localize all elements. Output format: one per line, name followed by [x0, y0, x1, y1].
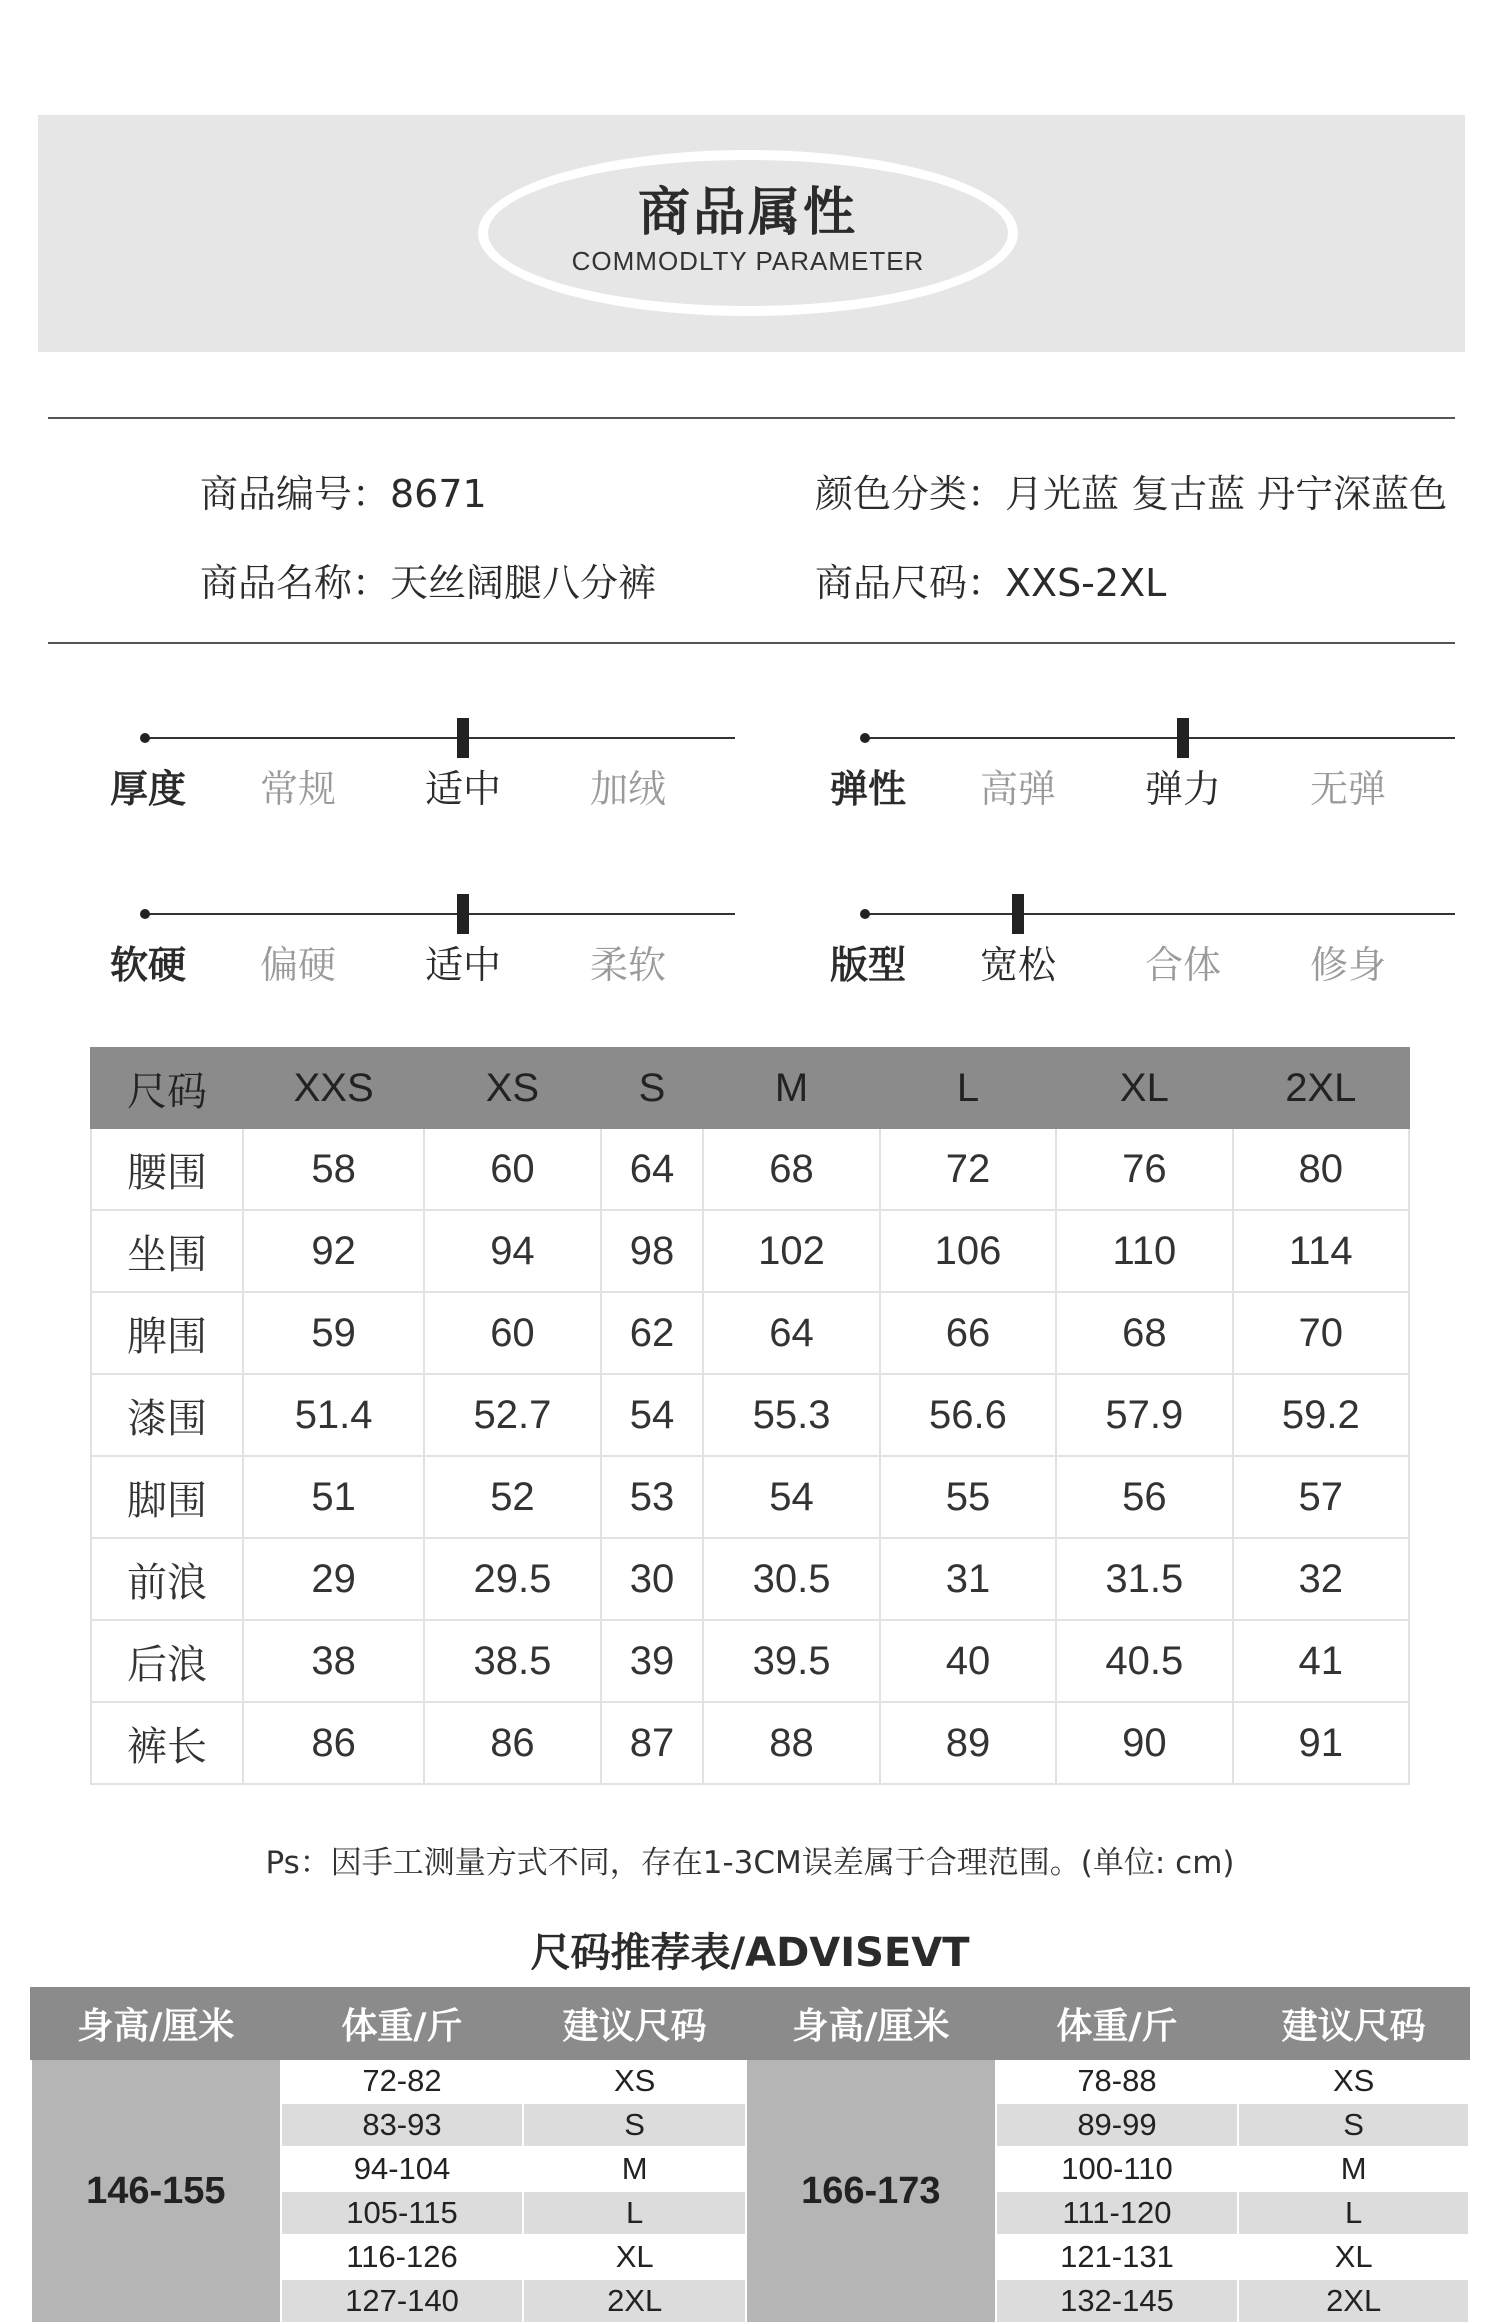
measure-value: 91 — [1233, 1702, 1409, 1784]
scale-indicator — [457, 718, 469, 758]
measure-value: 39 — [601, 1620, 704, 1702]
measure-value: 86 — [424, 1702, 600, 1784]
measure-value: 54 — [601, 1374, 704, 1456]
size-chart-header — [91, 1048, 1409, 1128]
recommend-header — [31, 1988, 1469, 2059]
scale-title: 厚度 — [110, 767, 187, 811]
banner-title: 商品属性 — [637, 183, 858, 243]
divider-top — [48, 417, 1455, 419]
size-header-cell: XS — [424, 1048, 600, 1128]
scale-indicator — [457, 894, 469, 934]
table-row — [91, 1620, 1409, 1702]
measure-value: 56.6 — [880, 1374, 1056, 1456]
measure-label: 后浪 — [91, 1620, 243, 1702]
measure-value: 38.5 — [424, 1620, 600, 1702]
scale-option: 弹力 — [1145, 767, 1222, 811]
scale-option: 常规 — [260, 767, 337, 811]
measure-value: 41 — [1233, 1620, 1409, 1702]
measure-value: 57.9 — [1056, 1374, 1232, 1456]
measure-label: 脚围 — [91, 1456, 243, 1538]
measure-value: 88 — [703, 1702, 879, 1784]
scale-line — [865, 913, 1455, 915]
measure-value: 94 — [424, 1210, 600, 1292]
product-colors: 颜色分类：月光蓝 复古蓝 丹宁深蓝色 — [815, 472, 1448, 516]
measure-value: 92 — [243, 1210, 424, 1292]
size-header-cell: XXS — [243, 1048, 424, 1128]
weight-range: 132-145 — [996, 2279, 1239, 2323]
scale-title: 弹性 — [830, 767, 907, 811]
measure-value: 90 — [1056, 1702, 1232, 1784]
height-range: 166-173 — [746, 2059, 996, 2323]
measure-value: 106 — [880, 1210, 1056, 1292]
measure-value: 70 — [1233, 1292, 1409, 1374]
size-chart-table — [90, 1047, 1410, 1785]
measure-value: 54 — [703, 1456, 879, 1538]
measure-value: 40 — [880, 1620, 1056, 1702]
recommend-row — [31, 2059, 1469, 2103]
suggested-size: 2XL — [523, 2279, 746, 2323]
measure-value: 29.5 — [424, 1538, 600, 1620]
measure-value: 59.2 — [1233, 1374, 1409, 1456]
size-recommend-table — [30, 1987, 1470, 2324]
recommend-header-cell: 身高/厘米 — [31, 1988, 281, 2059]
recommend-title: 尺码推荐表/ADVISEVT — [530, 1930, 970, 1976]
scale-option: 合体 — [1145, 943, 1222, 987]
measure-value: 40.5 — [1056, 1620, 1232, 1702]
suggested-size: XS — [1238, 2059, 1469, 2103]
measure-value: 51 — [243, 1456, 424, 1538]
scale-line — [145, 737, 735, 739]
weight-range: 78-88 — [996, 2059, 1239, 2103]
scale-option: 柔软 — [590, 943, 667, 987]
measure-value: 53 — [601, 1456, 704, 1538]
divider-bottom — [48, 642, 1455, 644]
weight-range: 94-104 — [281, 2147, 524, 2191]
measure-label: 腰围 — [91, 1128, 243, 1210]
measure-value: 59 — [243, 1292, 424, 1374]
scale-option: 宽松 — [980, 943, 1057, 987]
size-header-cell: L — [880, 1048, 1056, 1128]
size-header-label: 尺码 — [91, 1048, 243, 1128]
measure-value: 29 — [243, 1538, 424, 1620]
measure-value: 80 — [1233, 1128, 1409, 1210]
scale-start-dot — [140, 909, 150, 919]
table-row — [91, 1702, 1409, 1784]
suggested-size: XS — [523, 2059, 746, 2103]
measure-value: 32 — [1233, 1538, 1409, 1620]
measure-value: 31 — [880, 1538, 1056, 1620]
measure-value: 58 — [243, 1128, 424, 1210]
table-row — [91, 1210, 1409, 1292]
banner-subtitle: COMMODLTY PARAMETER — [571, 246, 925, 276]
recommend-header-cell: 建议尺码 — [1238, 1988, 1469, 2059]
measure-value: 51.4 — [243, 1374, 424, 1456]
measure-label: 坐围 — [91, 1210, 243, 1292]
suggested-size: S — [1238, 2103, 1469, 2147]
measure-value: 55.3 — [703, 1374, 879, 1456]
measure-value: 62 — [601, 1292, 704, 1374]
measure-value: 56 — [1056, 1456, 1232, 1538]
suggested-size: S — [523, 2103, 746, 2147]
measure-value: 114 — [1233, 1210, 1409, 1292]
measurement-note: Ps：因手工测量方式不同，存在1-3CM误差属于合理范围。(单位: cm) — [265, 1845, 1235, 1881]
weight-range: 72-82 — [281, 2059, 524, 2103]
weight-range: 105-115 — [281, 2191, 524, 2235]
scale-option: 偏硬 — [260, 943, 337, 987]
measure-value: 89 — [880, 1702, 1056, 1784]
product-sizes: 商品尺码：XXS-2XL — [815, 561, 1167, 605]
measure-value: 55 — [880, 1456, 1056, 1538]
recommend-header-cell: 建议尺码 — [523, 1988, 746, 2059]
scale-indicator — [1012, 894, 1024, 934]
measure-label: 脾围 — [91, 1292, 243, 1374]
weight-range: 121-131 — [996, 2235, 1239, 2279]
measure-label: 前浪 — [91, 1538, 243, 1620]
scale-start-dot — [140, 733, 150, 743]
recommend-header-cell: 体重/斤 — [281, 1988, 524, 2059]
table-row — [91, 1128, 1409, 1210]
weight-range: 111-120 — [996, 2191, 1239, 2235]
scale-start-dot — [860, 733, 870, 743]
product-name: 商品名称：天丝阔腿八分裤 — [200, 561, 657, 605]
suggested-size: M — [1238, 2147, 1469, 2191]
product-code: 商品编号：8671 — [200, 472, 487, 516]
suggested-size: XL — [1238, 2235, 1469, 2279]
suggested-size: XL — [523, 2235, 746, 2279]
size-header-cell: M — [703, 1048, 879, 1128]
measure-label: 裤长 — [91, 1702, 243, 1784]
measure-value: 72 — [880, 1128, 1056, 1210]
measure-value: 102 — [703, 1210, 879, 1292]
measure-value: 60 — [424, 1128, 600, 1210]
measure-value: 66 — [880, 1292, 1056, 1374]
weight-range: 83-93 — [281, 2103, 524, 2147]
scale-indicator — [1177, 718, 1189, 758]
measure-value: 31.5 — [1056, 1538, 1232, 1620]
suggested-size: 2XL — [1238, 2279, 1469, 2323]
recommend-header-cell: 体重/斤 — [996, 1988, 1239, 2059]
weight-range: 127-140 — [281, 2279, 524, 2323]
table-row — [91, 1456, 1409, 1538]
measure-value: 86 — [243, 1702, 424, 1784]
suggested-size: L — [1238, 2191, 1469, 2235]
measure-value: 60 — [424, 1292, 600, 1374]
measure-value: 52.7 — [424, 1374, 600, 1456]
measure-value: 110 — [1056, 1210, 1232, 1292]
scale-option: 适中 — [425, 767, 502, 811]
size-header-cell: XL — [1056, 1048, 1232, 1128]
weight-range: 89-99 — [996, 2103, 1239, 2147]
table-row — [91, 1374, 1409, 1456]
measure-value: 76 — [1056, 1128, 1232, 1210]
size-header-cell: 2XL — [1233, 1048, 1409, 1128]
scale-line — [865, 737, 1455, 739]
measure-value: 68 — [703, 1128, 879, 1210]
measure-value: 64 — [703, 1292, 879, 1374]
scale-option: 修身 — [1310, 943, 1387, 987]
weight-range: 100-110 — [996, 2147, 1239, 2191]
scale-option: 加绒 — [590, 767, 667, 811]
measure-value: 30 — [601, 1538, 704, 1620]
measure-value: 30.5 — [703, 1538, 879, 1620]
recommend-header-cell: 身高/厘米 — [746, 1988, 996, 2059]
weight-range: 116-126 — [281, 2235, 524, 2279]
measure-value: 52 — [424, 1456, 600, 1538]
scale-line — [145, 913, 735, 915]
measure-value: 98 — [601, 1210, 704, 1292]
measure-value: 38 — [243, 1620, 424, 1702]
scale-option: 无弹 — [1310, 767, 1387, 811]
size-header-cell: S — [601, 1048, 704, 1128]
measure-value: 64 — [601, 1128, 704, 1210]
scale-option: 高弹 — [980, 767, 1057, 811]
measure-value: 87 — [601, 1702, 704, 1784]
suggested-size: L — [523, 2191, 746, 2235]
measure-value: 57 — [1233, 1456, 1409, 1538]
scale-option: 适中 — [425, 943, 502, 987]
table-row — [91, 1538, 1409, 1620]
height-range: 146-155 — [31, 2059, 281, 2323]
scale-title: 软硬 — [110, 943, 187, 987]
suggested-size: M — [523, 2147, 746, 2191]
measure-value: 39.5 — [703, 1620, 879, 1702]
measure-value: 68 — [1056, 1292, 1232, 1374]
measure-label: 漆围 — [91, 1374, 243, 1456]
scale-start-dot — [860, 909, 870, 919]
table-row — [91, 1292, 1409, 1374]
scale-title: 版型 — [830, 943, 907, 987]
